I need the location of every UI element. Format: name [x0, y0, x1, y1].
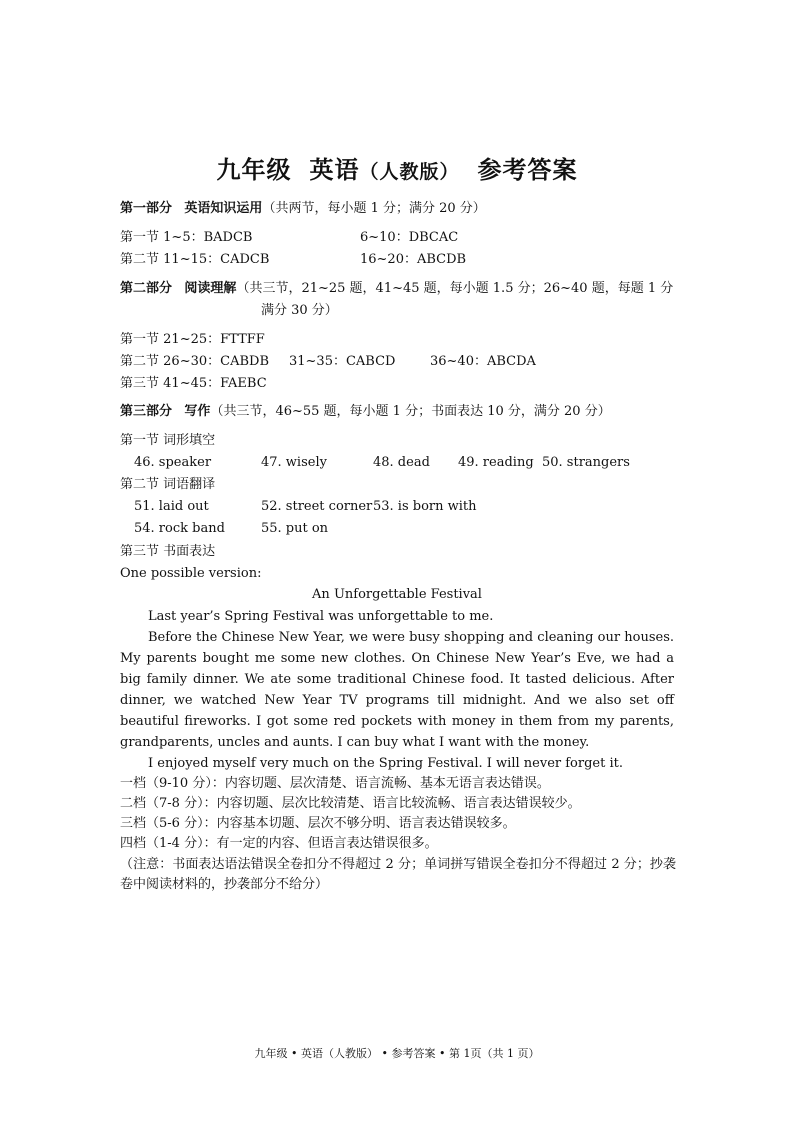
- essay-paragraph-1: Last year’s Spring Festival was unforgettable to me.: [148, 609, 494, 624]
- section2-header: 第二部分 阅读理解（共三节，21~25 题，41~45 题，每小题 1.5 分；26~40 题，每题 1 分: [120, 281, 674, 296]
- grade-level-2: 二档（7-8 分）：内容切题、层次比较清楚、语言比较流畅、语言表达错误较少。: [120, 796, 581, 811]
- grading-note: （注意：书面表达语法错误全卷扣分不得超过 2 分；单词拼写错误全卷扣分不得超过 2 分；抄袭卷中阅读材料的，抄袭部分不给分）: [120, 857, 676, 892]
- section2-row-1: 第一节 21~25：FTTFF: [120, 332, 265, 347]
- section3-sub1-label: 第一节 词形填空: [120, 433, 216, 448]
- section3-sub3-label: 第三节 书面表达: [120, 544, 216, 559]
- section3-header: 第三部分 写作（共三节，46~55 题，每小题 1 分；书面表达 10 分，满分 20 分）: [120, 404, 611, 419]
- section2-row-3: 第三节 41~45：FAEBC: [120, 376, 267, 391]
- answer-key-page: 九年级 英语（人教版） 参考答案 第一部分 英语知识运用（共两节，每小题 1 分；满分 20 分） 第一节 1~5：BADCB 6~10：DBCAC 第二节 11~15：CADCB 16~20：ABCDB 第二部分 阅读理解（共三节，21~25 题，41~45 题，每小题 1.5 分；26~40 题，每题 1 分 满分 30 分） 第一节 21~25：FTTFF 第二节 26~30：CABDB 31~35：CABCD 36~40：ABCDA 第三节 41~45：FAEBC 第三部分 写作（共三节，46~55 题，每小题 1 分；书面表达 10 分，满分 20 分） 第一节 词形填空 46. speaker 47. wisely 48. dead 49. reading 50. strangers 第二节 词语翻译 51. laid out 52. street corner 53. is born with 54. rock band 55. put on 第三节 书面表达 One possible version: An Unforgettable Festival Last year’s Spring Festival was unforgettable to me. Before the Chinese New Year, we were busy shopping and cleaning our houses. My parents bought me some new clothes. On Chinese New Year’s Eve, we had a big family dinner. We ate some traditional Chinese food. It tasted delicious. After dinner, we watched New Year TV programs till midnight. And we also set off beautiful fireworks. I got some red pockets with money in them from my parents, grandparents, uncles and aunts. I can buy what I want with the money. I enjoyed myself very much on the Spring Festival. I will never forget it. 一档（9-10 分）：内容切题、层次清楚、语言流畅、基本无语言表达错误。 二档（7-8 分）：内容切题、层次比较清楚、语言比较流畅、语言表达错误较少。 三档（5-6 分）：内容基本切题、层次不够分明、语言表达错误较多。 四档（1-4 分）：有一定的内容、但语言表达错误很多。 （注意：书面表达语法错误全卷扣分不得超过 2 分；单词拼写错误全卷扣分不得超过 2 分；抄袭卷中阅读材料的，抄袭部分不给分） 九年级 • 英语（人教版） • 参考答案 • 第 1页（共 1 页）: [0, 0, 794, 1124]
- section1-header: 第一部分 英语知识运用（共两节，每小题 1 分；满分 20 分）: [120, 201, 486, 216]
- grade-level-3: 三档（5-6 分）：内容基本切题、层次不够分明、语言表达错误较多。: [120, 816, 516, 831]
- section3-sub2-label: 第二节 词语翻译: [120, 477, 216, 492]
- essay-title: An Unforgettable Festival: [312, 587, 482, 602]
- section2-header-cont: 满分 30 分）: [261, 303, 338, 318]
- version-label: One possible version:: [120, 566, 262, 581]
- section1-row-2: 第二节 11~15：CADCB 16~20：ABCDB: [120, 252, 467, 267]
- page-title: 九年级 英语（人教版） 参考答案: [216, 155, 578, 184]
- essay-paragraph-2: Before the Chinese New Year, we were busy shopping and cleaning our houses. My parents bought me some new clothes. On Chinese New Year’s Eve, we had a big family dinner. We ate some traditional Chinese food. It tasted delicious. After dinner, we watched New Year TV programs till midnight. And we also set off beautiful fireworks. I got some red pockets with money in them from my parents, grandparents, uncles and aunts. I can buy what I want with the money.: [120, 630, 674, 750]
- section1-row-1: 第一节 1~5：BADCB 6~10：DBCAC: [120, 230, 459, 245]
- grade-level-4: 四档（1-4 分）：有一定的内容、但语言表达错误很多。: [120, 836, 438, 851]
- page-footer: 九年级 • 英语（人教版） • 参考答案 • 第 1页（共 1 页）: [254, 1047, 540, 1060]
- grade-level-1: 一档（9-10 分）：内容切题、层次清楚、语言流畅、基本无语言表达错误。: [120, 776, 550, 791]
- section2-row-2: 第二节 26~30：CABDB 31~35：CABCD 36~40：ABCDA: [120, 354, 536, 369]
- essay-paragraph-3: I enjoyed myself very much on the Spring Festival. I will never forget it.: [148, 756, 623, 771]
